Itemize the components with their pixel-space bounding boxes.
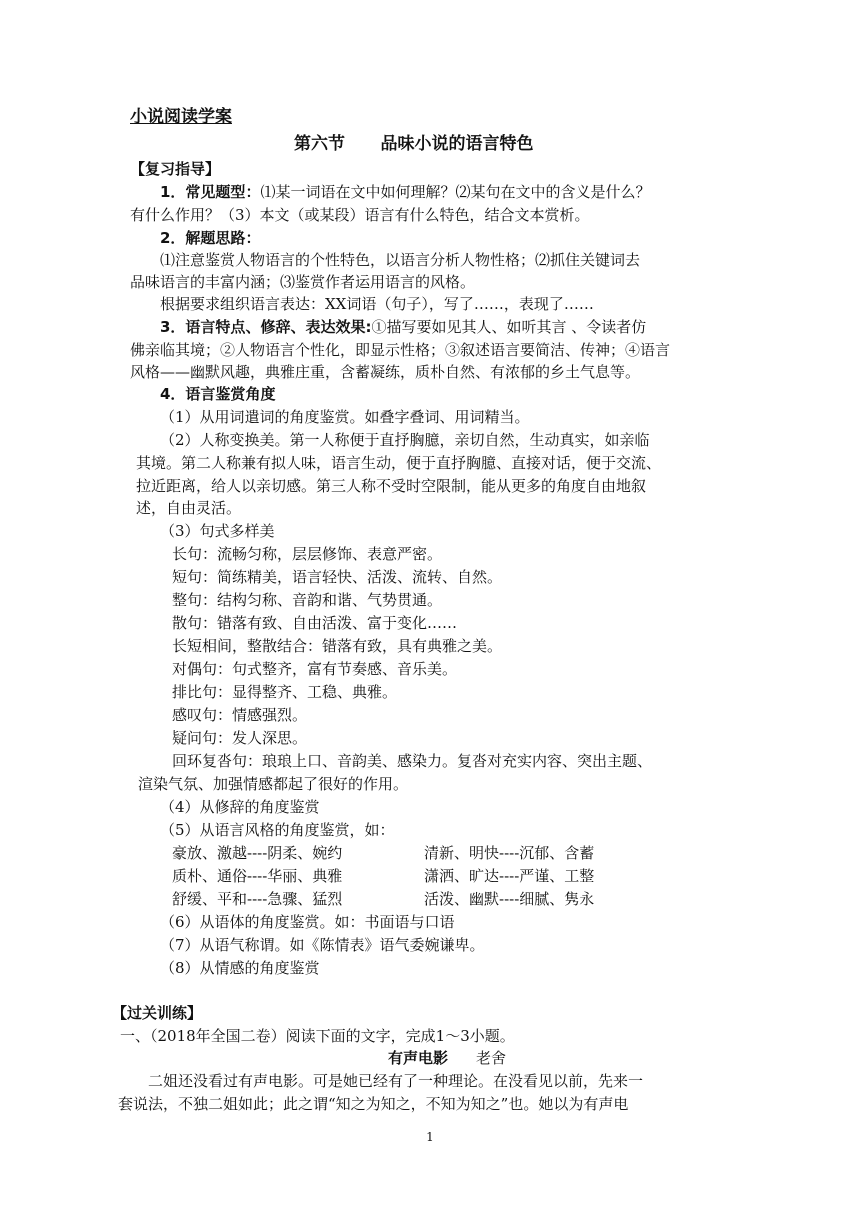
style-row-3-right: 活泼、幽默----细腻、隽永 (424, 890, 595, 908)
style-row-2-right: 潇洒、旷达----严谨、工整 (424, 867, 595, 885)
sentence-whole: 整句：结构匀称、音韵和谐、气势贯通。 (172, 591, 443, 609)
item3-line1 (160, 316, 646, 338)
item1-line2: 有什么作用？（3）本文（或某段）语言有什么特色，结合文本赏析。 (130, 206, 590, 224)
style-row-2-left: 质朴、通俗----华丽、典雅 (172, 867, 343, 885)
story-line-2: 套说法，不独二姐如此；此之谓“知之为知之，不知为知之”也。她以为有声电 (118, 1095, 629, 1113)
item1-text: ⑴某一词语在文中如何理解？⑵某句在文中的含义是什么？ (260, 183, 651, 201)
angle-6: （6）从语体的角度鉴赏。如：书面语与口语 (160, 913, 455, 931)
angle-2-line1: （2）人称变换美。第一人称便于直抒胸臆，亲切自然，生动真实，如亲临 (160, 431, 650, 449)
angle-4: （4）从修辞的角度鉴赏 (160, 798, 320, 816)
page-number: 1 (426, 1130, 434, 1144)
angle-7: （7）从语气称谓。如《陈情表》语气委婉谦卑。 (160, 936, 485, 954)
item2-line1: ⑴注意鉴赏人物语言的个性特色，以语言分析人物性格；⑵抓住关键词去 (160, 251, 641, 269)
angle-2-line3: 拉近距离，给人以亲切感。第三人称不受时空限制，能从更多的角度自由地叙 (136, 477, 647, 495)
style-row-1-right: 清新、明快----沉郁、含蓄 (424, 844, 595, 862)
item2-line3: 根据要求组织语言表达：XX词语（句子），写了……，表现了…… (160, 295, 594, 313)
sentence-dual: 对偶句：句式整齐，富有节奏感、音乐美。 (172, 660, 458, 678)
story-line-1: 二姐还没看过有声电影。可是她已经有了一种理论。在没看见以前，先来一 (148, 1072, 644, 1090)
item3-line3: 风格——幽默风趣，典雅庄重，含蓄凝练，质朴自然、有浓郁的乡土气息等。 (130, 363, 641, 381)
item3-line2: 佛亲临其境；②人物语言个性化，即显示性格；③叙述语言要简洁、传神；④语言 (130, 341, 671, 359)
sentence-parallel: 排比句：显得整齐、工稳、典雅。 (172, 683, 398, 701)
item2-label: 2．解题思路： (160, 229, 261, 247)
item2-line2: 品味语言的丰富内涵；⑶鉴赏作者运用语言的风格。 (130, 273, 476, 291)
training-header: 【过关训练】 (112, 1004, 203, 1022)
angle-2-line4: 述，自由灵活。 (136, 499, 242, 517)
question-1: 一、（2018年全国二卷）阅读下面的文字，完成1～3小题。 (120, 1027, 515, 1045)
section-title: 第六节 品味小说的语言特色 (294, 134, 534, 154)
angle-2-line2: 其境。第二人称兼有拟人味，语言生动，便于直抒胸臆、直接对话，便于交流、 (136, 454, 662, 472)
style-row-1-left: 豪放、激越----阴柔、婉约 (172, 844, 343, 862)
item1-line1 (160, 181, 650, 203)
item3-text: ①描写要如见其人、如听其言 、令读者仿 (371, 318, 647, 336)
item1-label: 1．常见题型： (160, 183, 261, 201)
sentence-exclaim: 感叹句：情感强烈。 (172, 706, 308, 724)
story-heading (388, 1047, 506, 1069)
story-title: 有声电影 (388, 1049, 449, 1067)
sentence-question: 疑问句：发人深思。 (172, 729, 308, 747)
story-author: 老舍 (476, 1049, 507, 1067)
sentence-loose: 散句：错落有致、自由活泼、富于变化…… (172, 614, 458, 632)
item3-label: 3．语言特点、修辞、表达效果: (160, 318, 372, 336)
sentence-loop-line1: 回环复沓句：琅琅上口、音韵美、感染力。复沓对充实内容、突出主题、 (172, 752, 653, 770)
review-header: 【复习指导】 (130, 160, 221, 178)
angle-5: （5）从语言风格的角度鉴赏，如： (160, 821, 395, 839)
angle-8: （8）从情感的角度鉴赏 (160, 959, 320, 977)
sentence-long: 长句：流畅匀称，层层修饰、表意严密。 (172, 545, 443, 563)
sentence-loop-line2: 渲染气氛、加强情感都起了很好的作用。 (138, 775, 409, 793)
sentence-mix: 长短相间，整散结合：错落有致，具有典雅之美。 (172, 637, 503, 655)
item4-label: 4．语言鉴赏角度 (160, 385, 276, 403)
style-row-3-left: 舒缓、平和----急骤、猛烈 (172, 890, 343, 908)
doc-title: 小说阅读学案 (130, 107, 232, 127)
sentence-short: 短句：简练精美，语言轻快、活泼、流转、自然。 (172, 568, 503, 586)
angle-1: （1）从用词遣词的角度鉴赏。如叠字叠词、用词精当。 (160, 408, 530, 426)
angle-3: （3）句式多样美 (160, 522, 275, 540)
